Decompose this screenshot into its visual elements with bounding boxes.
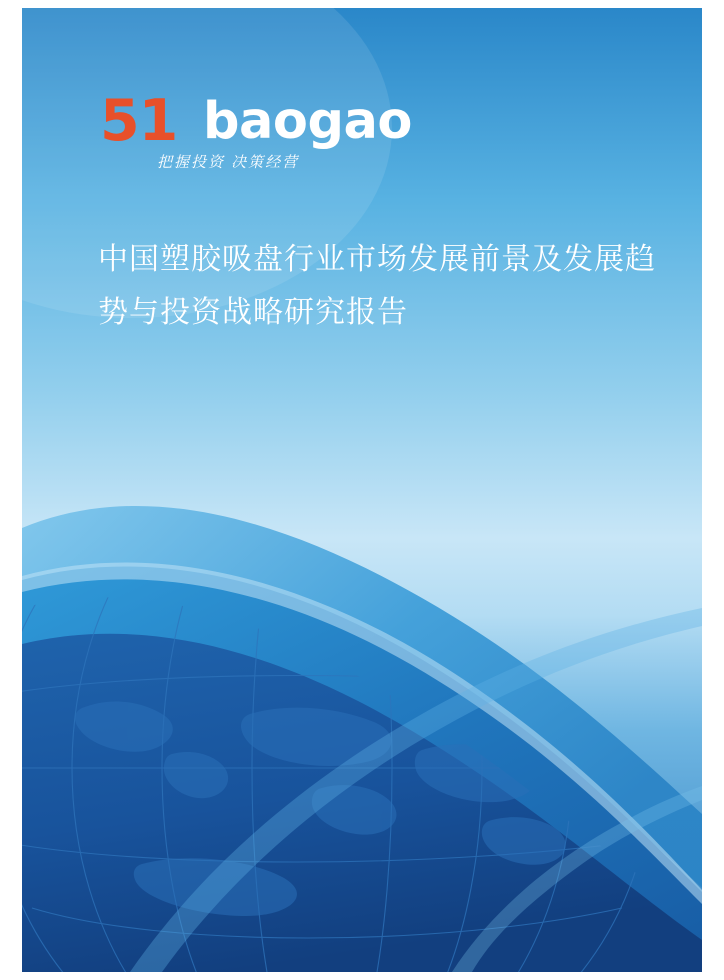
logo-mark-digits: 51 [100,88,178,154]
logo-mark [100,88,178,154]
cover-artwork [22,8,702,972]
logo-wordmark: baogao [203,92,412,151]
logo-tagline: 把握投资 决策经营 [157,154,300,171]
brand-logo [100,88,412,183]
report-title: 中国塑胶吸盘行业市场发展前景及发展趋势与投资战略研究报告 [98,243,656,329]
